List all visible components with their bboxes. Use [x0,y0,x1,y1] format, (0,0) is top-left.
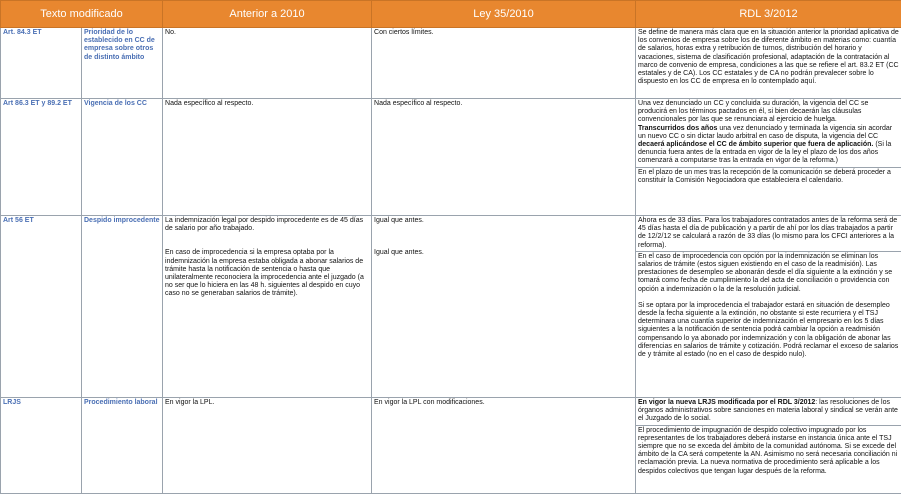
cell-ley: En vigor la LPL con modificaciones. [372,398,636,494]
cell-anterior [163,216,372,398]
rdl-paragraph: En el caso de improcedencia con opción por la indemnización se eliminan los salarios de trámite (estos siguen existiendo en el caso de la readmisión). Las prestaciones de desempleo se abonarán desde el día siguiente a la extinción y se tomará como fecha de cumplimiento la del acta de conciliación o providencia con opción a indemnización o la de la resolución judicial. [636,251,901,294]
rdl-paragraph: Ahora es de 33 días. Para los trabajadores contratados antes de la reforma será de 45 días hasta el día de publicación y a partir de ahí por los días trabajados a partir de 12/2/12 se calculará a razón de 33 días (lo mismo para los CFCI anteriores a la reforma). [638,217,898,249]
cell-rdl [636,398,901,494]
cell-rdl [636,99,901,216]
rdl-bold-text: decaerá aplicándose el CC de ámbito superior que fuera de aplicación. [638,141,874,149]
anterior-paragraph: La indemnización legal por despido improcedente es de 45 días de salario por año trabajado. [165,217,364,233]
rdl-paragraph: En el plazo de un mes tras la recepción de la comunicación se deberá proceder a constituir la Comisión Negociadora que estableciera el calendario. [636,167,901,185]
header-ley-35-2010: Ley 35/2010 [372,1,636,28]
ley-paragraph: Igual que antes. [374,217,424,224]
cell-rdl [636,216,901,398]
spacer [165,233,369,249]
rdl-text: (Si la denuncia fuera antes de la entrada en vigor de la ley el plazo de los dos años comenzará a computarse tras la entrada en vigor de la reforma.) [638,141,892,165]
table-row [1,28,901,99]
cell-anterior: En vigor la LPL. [163,398,372,494]
row-reference: Art 56 ET [1,216,82,398]
row-reference: LRJS [1,398,82,494]
row-topic: Vigencia de los CC [82,99,163,216]
rdl-paragraph [638,125,899,166]
row-reference: Art 86.3 ET y 89.2 ET [1,99,82,216]
ley-paragraph: Igual que antes. [374,249,424,257]
rdl-bold-text: En vigor la nueva LRJS modificada por el RDL 3/2012 [638,399,816,406]
header-rdl-3-2012: RDL 3/2012 [636,1,901,28]
cell-ley: Con ciertos límites. [372,28,636,99]
rdl-paragraph: El procedimiento de impugnación de despido colectivo impugnado por los representantes de los trabajadores deberá instarse en instancia única ante el TSJ siempre que no se exceda del ámbito de la comunidad autónoma. Si se excede del ámbito de la CA será competente la AN. Asimismo no será necesaria conciliación ni reclamación previa. La nueva normativa de procedimiento será aplicable a los despidos colectivos que tengan lugar después de la reforma. [636,425,901,476]
row-topic: Prioridad de lo establecido en CC de empresa sobre otros de distinto ámbito [82,28,163,99]
table-row [1,398,901,494]
cell-ley [372,216,636,398]
table-row [1,99,901,216]
header-texto-modificado: Texto modificado [1,1,163,28]
rdl-bold-text: Transcurridos dos años [638,124,718,132]
rdl-paragraph: Una vez denunciado un CC y concluida su duración, la vigencia del CC se producirá en los términos pactados en él, si bien decaerán las cláusulas convencionales por las que se renunciara al ejercicio de huelga. [638,100,869,124]
spacer [638,294,899,302]
row-topic: Despido improcedente [82,216,163,398]
anterior-paragraph: En caso de improcedencia si la empresa optaba por la indemnización la empresa estaba obligada a abonar salarios de trámite hasta la notificación de sentencia o hasta que unilateralmente reconociera la improcedencia ante el juzgado (a no ser que lo hiciera en las 48 h. siguientes al despido en cuyo caso no se generaban salarios de trámite). [165,249,364,298]
rdl-text: una vez denunciado y terminada la vigencia sin acordar un nuevo CC o sin dictar laudo arbitral en caso de disputa, la vigencia del CC [638,124,893,140]
header-anterior-2010: Anterior a 2010 [163,1,372,28]
cell-ley: Nada específico al respecto. [372,99,636,216]
cell-anterior: No. [163,28,372,99]
cell-anterior: Nada específico al respecto. [163,99,372,216]
spacer [374,225,633,249]
row-reference: Art. 84.3 ET [1,28,82,99]
cell-rdl: Se define de manera más clara que en la situación anterior la prioridad aplicativa de los convenios de empresa sobre los de diferente ámbito en materias como: cuantía de salarios, horas extra y retribución de turnos, distribución del horario y vacaciones, sistema de clasificación profesional, adaptación de la contratación al marco de convenio de empresa, condiciones a las que se refiere el art. 83.2 ET (CC estatales y de CA). Los CC estatales y de CA no podrán prevalecer sobre lo dispuesto en los CC de empresa en lo contemplado aquí. [636,28,901,99]
rdl-text: : las resoluciones de los órganos administrativos sobre sanciones en materia laboral y sindical se verán ante el Juzgado de lo social. [638,399,898,423]
row-topic: Procedimiento laboral [82,398,163,494]
table-row [1,216,901,398]
rdl-paragraph: Si se optara por la improcedencia el trabajador estará en situación de desempleo desde la fecha siguiente a la extinción, no obstante si este recurriera y el TSJ determinara una cuantía superior de indemnización el empresario en los 5 días siguientes a la notificación de sentencia podrá cambiar la opción a readmisión compensando lo ya abonado por indemnización y con la obligación de abonar las diferencias en salarios de trámite y cotización. Podrá reclamar el exceso de salarios de y trámite al estado (no en el caso de despido nulo). [638,301,899,359]
header-row [1,1,901,28]
rdl-paragraph [638,399,899,424]
